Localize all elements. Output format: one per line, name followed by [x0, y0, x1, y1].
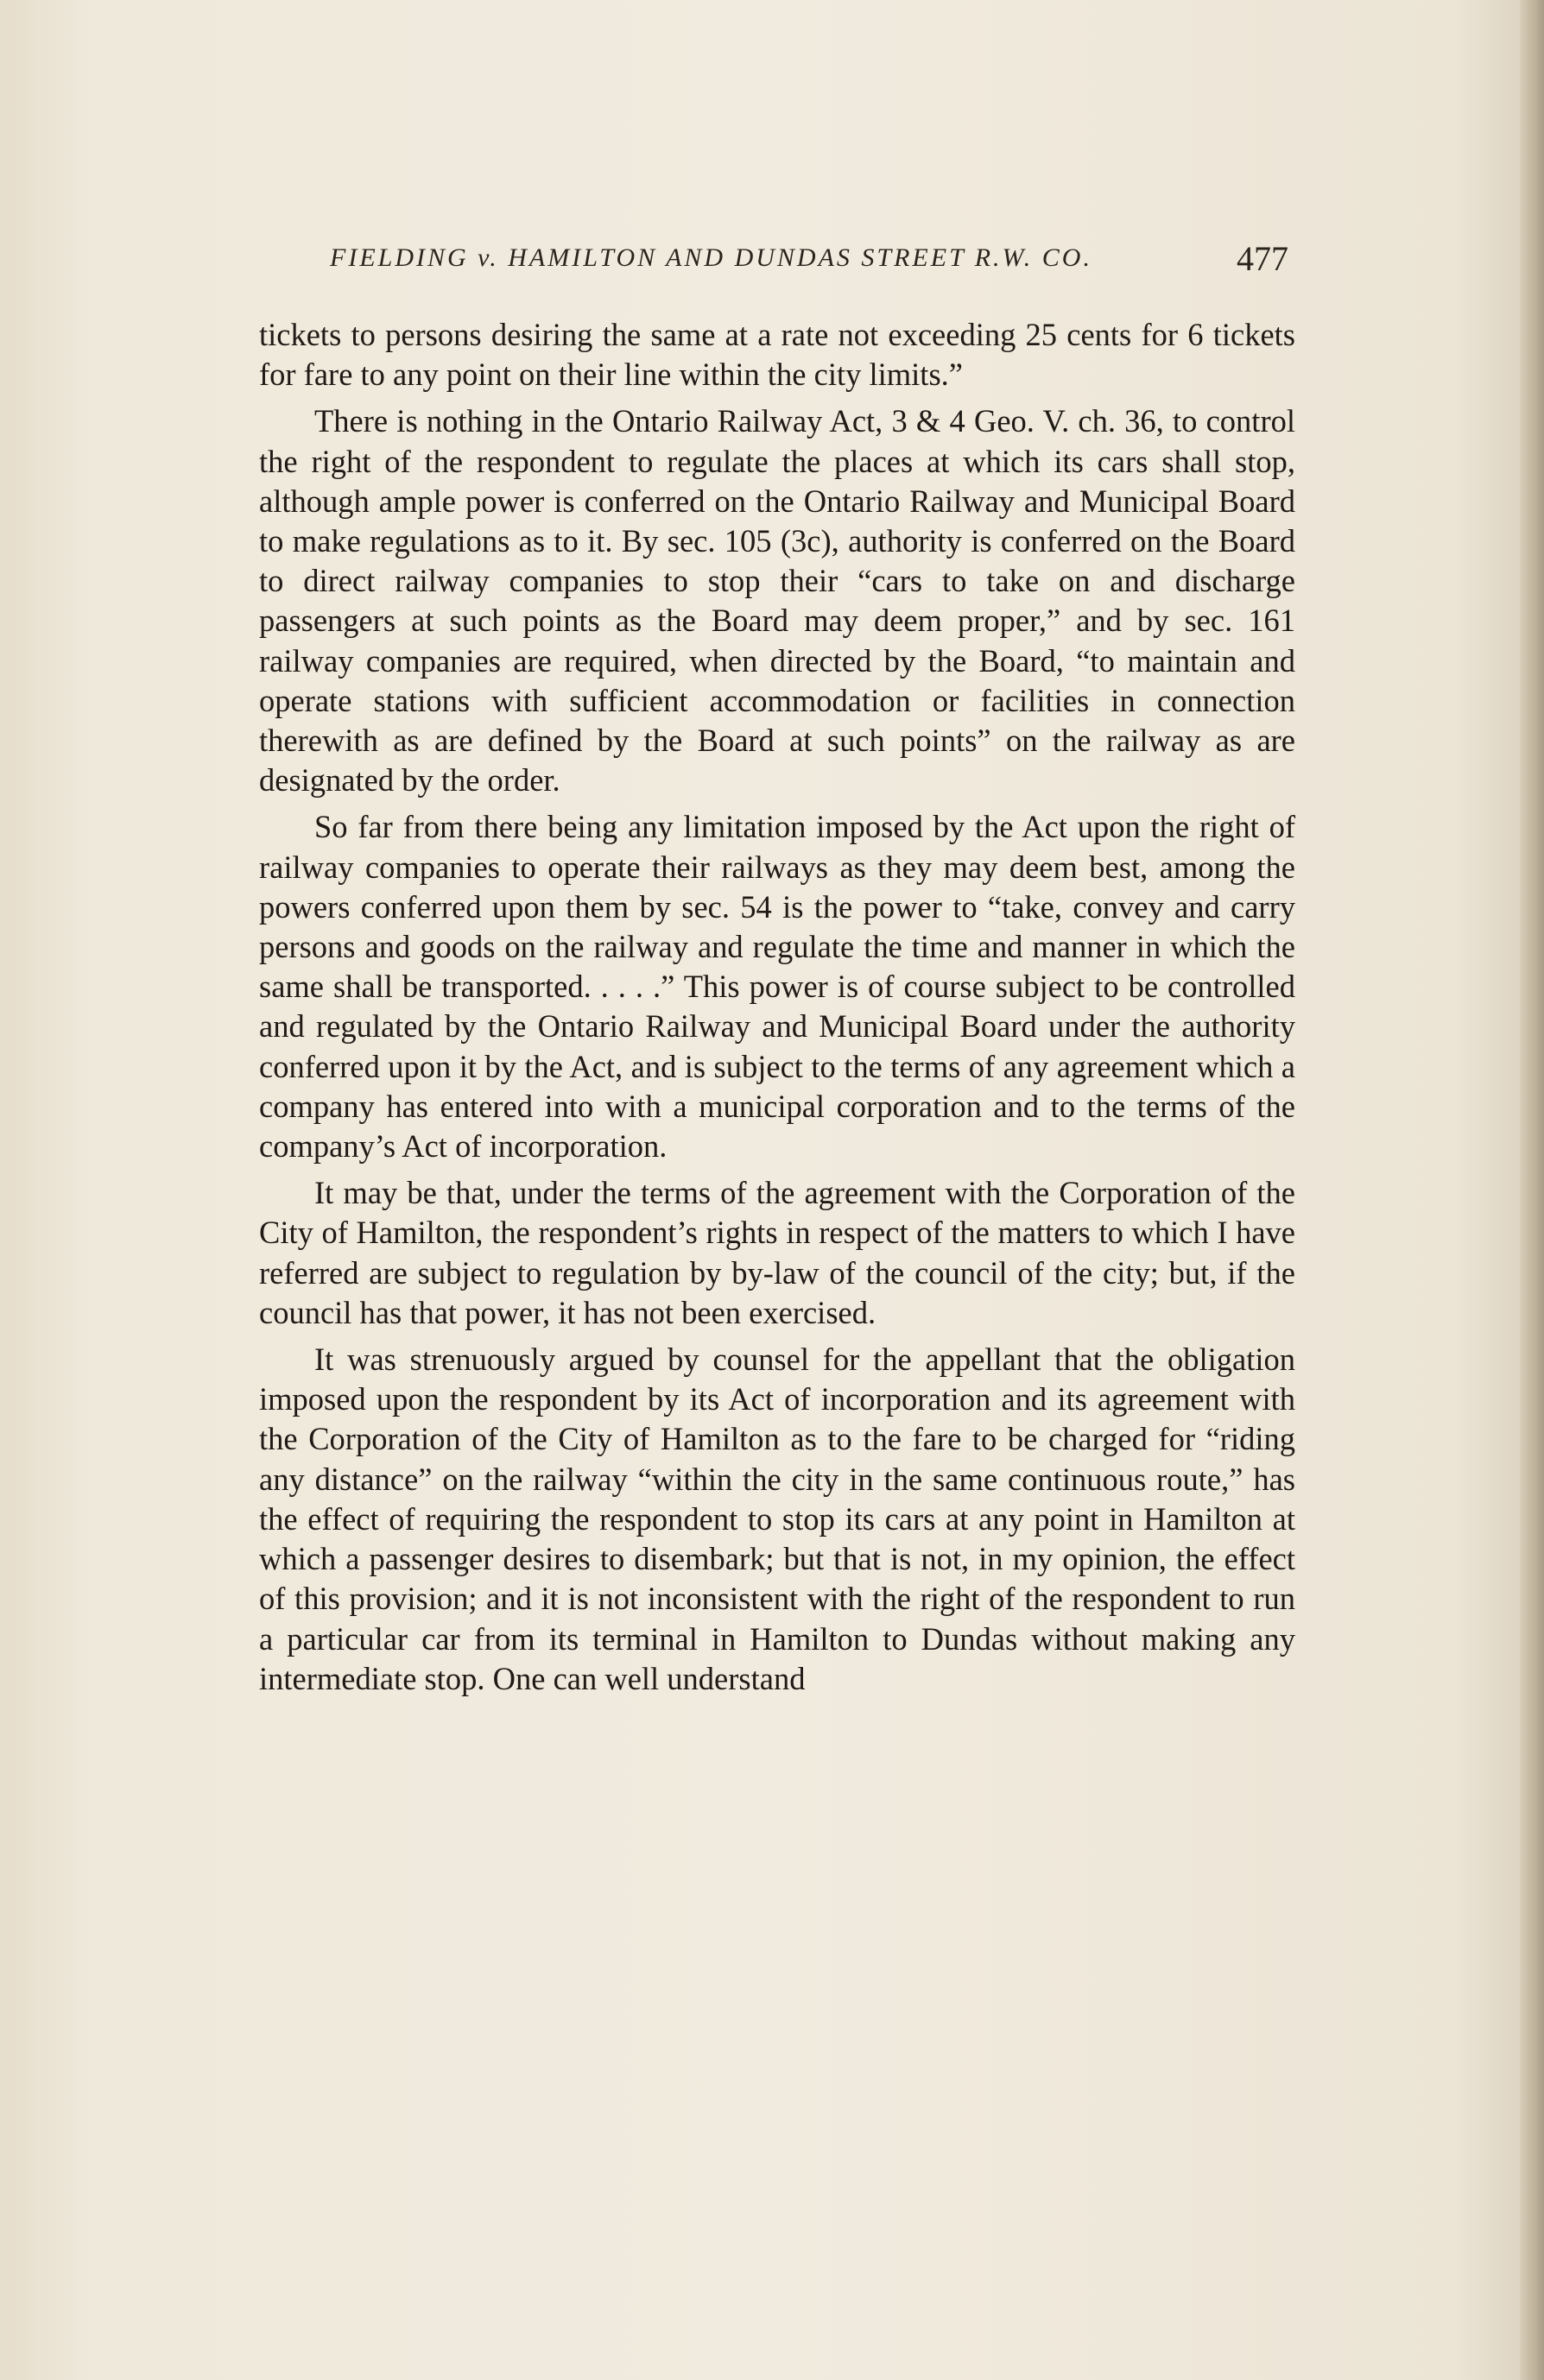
paragraph: It was strenuously argued by counsel for the appellant that the obligation imposed upon the respondent by its Act of incorporation and its agreement with the Corporation of the City of Hamilton as to the fare to be charged for “riding any distance” on the railway “within the city in the same continuous route,” has the effect of requiring the respondent to stop its cars at any point in Hamilton at which a passenger desires to disembark; but that is not, in my opinion, the effect of this provision; and it is not inconsistent with the right of the respondent to run a particular car from its terminal in Hamilton to Dundas without making any intermediate stop. One can well understand — [259, 1342, 1295, 1696]
page-edge — [1520, 0, 1544, 2380]
paragraph: tickets to persons desiring the same at a rate not exceeding 25 cents for 6 tickets for fare to any point on their line within the city limits.” — [259, 317, 1295, 393]
paragraph: It may be that, under the terms of the agreement with the Corporation of the City of Hamilton, the respondent’s rights in respect of the matters to which I have referred are subject to regulation by by-law of the council of the city; but, if the council has that power, it has not been exercised. — [259, 1175, 1295, 1330]
running-head-title: FIELDING v. HAMILTON AND DUNDAS STREET R.W. CO. — [330, 243, 1092, 272]
paragraph: So far from there being any limitation imposed by the Act upon the right of railway companies to operate their railways as they may deem best, among the powers conferred upon them by sec. 54 is the power to “take, convey and carry persons and goods on the railway and regulate the time and manner in which the same shall be transported. . . . .” This power is of course subject to be controlled and regulated by the Ontario Railway and Municipal Board under the authority conferred upon it by the Act, and is subject to the terms of any agreement which a company has entered into with a municipal corporation and to the terms of the company’s Act of incorporation. — [259, 809, 1295, 1165]
body-text — [259, 315, 1295, 1706]
running-head — [0, 235, 1544, 287]
page-number: 477 — [1237, 239, 1288, 278]
paragraph: There is nothing in the Ontario Railway Act, 3 & 4 Geo. V. ch. 36, to control the right of the respondent to regulate the places at which its cars shall stop, although ample power is conferred on the Ontario Railway and Municipal Board to make regulations as to it. By sec. 105 (3c), authority is conferred on the Board to direct railway companies to stop their “cars to take on and discharge passengers at such points as the Board may deem proper,” and by sec. 161 railway companies are required, when directed by the Board, “to maintain and operate stations with sufficient accommodation or facilities in connection therewith as are defined by the Board at such points” on the railway as are designated by the order. — [259, 403, 1295, 799]
